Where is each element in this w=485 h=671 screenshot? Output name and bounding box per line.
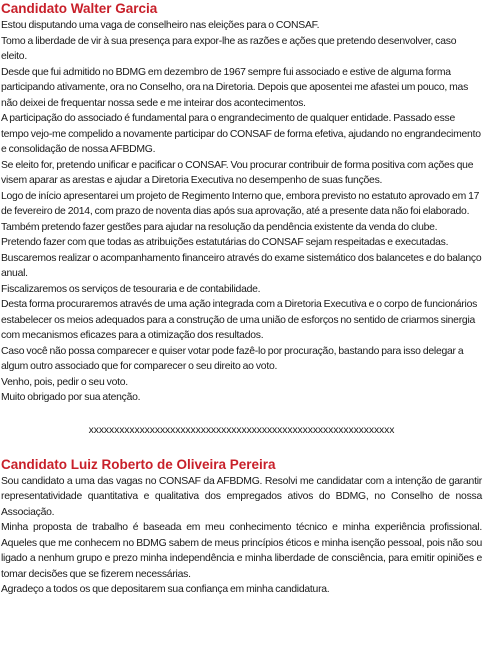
paragraph: A participação do associado é fundamental para o engrandecimento de qualquer entidade. Passado esse tempo vejo-me compelido a novamente participar do CONSAF de forma efetiva, ajudando no engrandecimento e consolidação de nossa AFBDMG.: [1, 113, 481, 155]
paragraph: Estou disputando uma vaga de conselheiro nas eleições para o CONSAF.: [1, 20, 320, 31]
paragraph: Venho, pois, pedir o seu voto.: [1, 376, 128, 388]
paragraph: Desta forma procuraremos através de uma ação integrada com a Diretoria Executiva e o corpo de funcionários estabelecer os meios adequados para a construção de uma união de esforços no sentido de criarmos sinergia com mecanismos eficazes para a otimização dos resultados.: [1, 299, 478, 341]
paragraph: Minha proposta de trabalho é baseada em meu conhecimento técnico e minha experiência profissional. Aqueles que me conhecem no BDMG sabem de meus princípios éticos e minha isenção pessoal, pois não sou ligado a nenhum grupo e prezo minha independência e minha liberdade de consciência, para emitir opiniões e tomar decisões que se fizerem necessárias.: [1, 522, 482, 580]
candidate-luiz-section: [1, 457, 482, 598]
paragraph: Buscaremos realizar o acompanhamento financeiro através do exame sistemático dos balancetes e do balanço anual.: [1, 252, 482, 279]
paragraph: Agradeço a todos os que depositarem sua confiança em minha candidatura.: [1, 584, 330, 595]
paragraph: Caso você não possa comparecer e quiser votar pode fazê-lo por procuração, bastando para isso delegar a algum outro associado que for comparecer o seu direito ao voto.: [1, 345, 464, 372]
paragraph: Fiscalizaremos os serviços de tesouraria e de contabilidade.: [1, 283, 261, 295]
separator-line: xxxxxxxxxxxxxxxxxxxxxxxxxxxxxxxxxxxxxxxxxxxxxxxxxxxxxxxxxxxx: [88, 424, 395, 436]
paragraph: Muito obrigado por sua atenção.: [1, 392, 141, 403]
paragraph: Logo de início apresentarei um projeto de Regimento Interno que, embora previsto no estatuto aprovado em 17 de fevereiro de 2014, com prazo de noventa dias após sua aprovação, até a presente data não foi elaborado.: [1, 190, 480, 217]
paragraph: Sou candidato a uma das vagas no CONSAF da AFBDMG. Resolvi me candidatar com a intenção de garantir representatividade quantitativa e qualitativa dos empregados ativos do BDMG, no Conselho de nossa Associação.: [1, 475, 482, 518]
candidate-walter-section: [1, 1, 482, 406]
paragraph: Se eleito for, pretendo unificar e pacificar o CONSAF. Vou procurar contribuir de forma positiva com ações que visem aparar as arestas e ajudar a Diretoria Executiva no desempenho de suas funções.: [1, 159, 474, 186]
paragraph: Pretendo fazer com que todas as atribuições estatutárias do CONSAF sejam respeitadas e executadas.: [1, 237, 449, 248]
paragraph: Tomo a liberdade de vir à sua presença para expor-lhe as razões e ações que pretendo desenvolver, caso eleito.: [1, 35, 457, 62]
paragraph: Também pretendo fazer gestões para ajudar na resolução da pendência existente da venda do clube.: [1, 221, 438, 233]
paragraph: Desde que fui admitido no BDMG em dezembro de 1967 sempre fui associado e estive de alguma forma participando ativamente, ora no Conselho, ora na Diretoria. Depois que aposentei me afastei um pouco, mas não deixei de frequentar nossa sede e me inteirar dos acontecimentos.: [1, 66, 469, 109]
candidate-title: Candidato Walter Garcia: [1, 1, 158, 16]
candidate-title: Candidato Luiz Roberto de Oliveira Pereira: [1, 456, 276, 472]
